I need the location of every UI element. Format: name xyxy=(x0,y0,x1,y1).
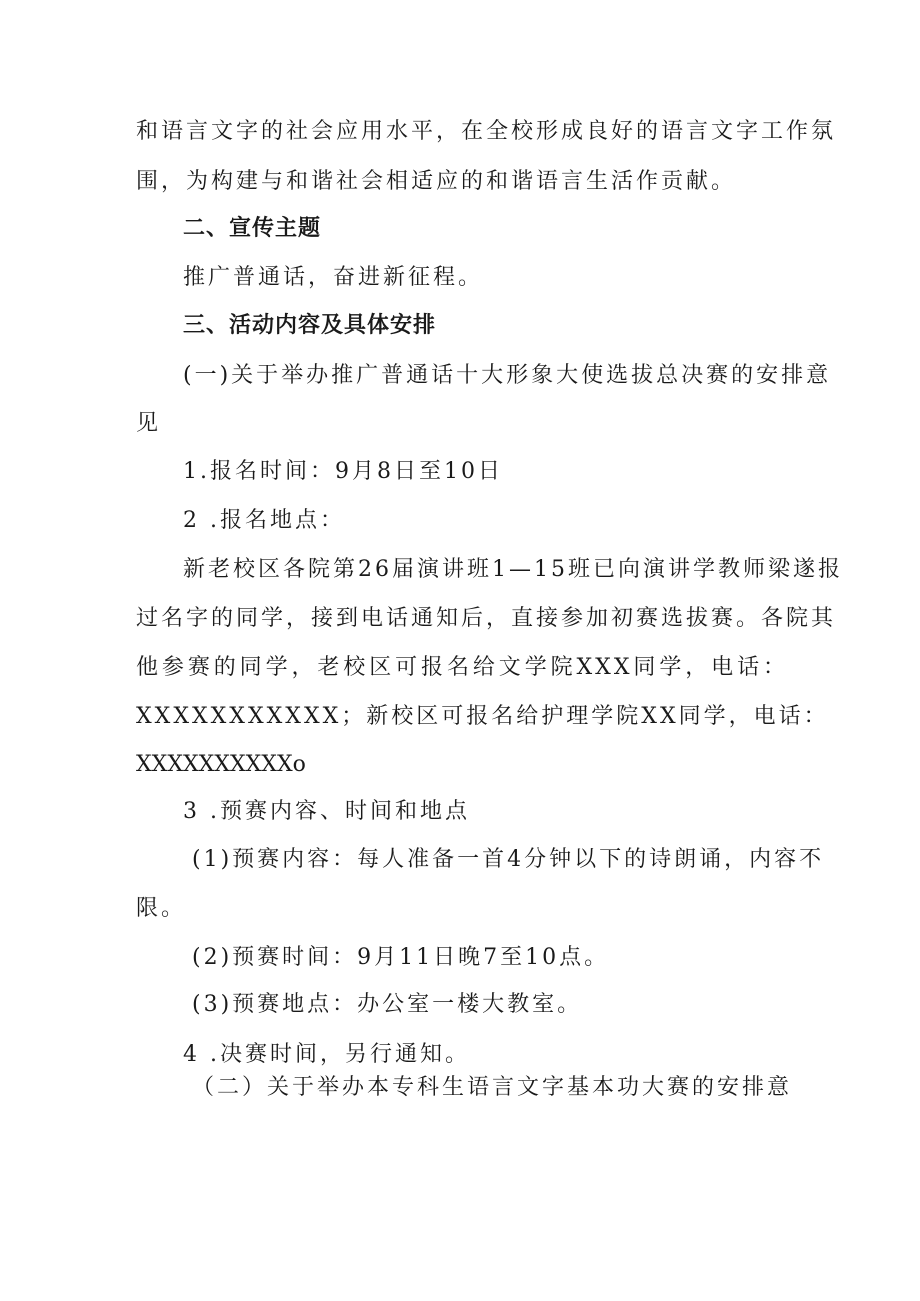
item-3-content-line-1: (1)预赛内容：每人准备一首4分钟以下的诗朗诵，内容不 xyxy=(192,847,825,872)
sub1-title-line-2: 见 xyxy=(136,411,162,436)
item-3-place: (3)预赛地点：办公室一楼大教室。 xyxy=(192,992,583,1017)
sub2-title: （二）关于举办本专科生语言文字基本功大赛的安排意 xyxy=(192,1075,793,1100)
item-4-final-time: 4 .决赛时间，另行通知。 xyxy=(183,1042,470,1067)
item-2-para-line-5: XXXXXXXXXXo xyxy=(136,752,306,777)
item-2-para-line-1: 新老校区各院第26届演讲班1—15班已向演讲学教师梁遂报 xyxy=(183,557,843,582)
item-3-content-line-2: 限。 xyxy=(136,896,187,921)
item-2-para-line-4: XXXXXXXXXXX；新校区可报名给护理学院XX同学，电话： xyxy=(136,704,829,729)
item-2-registration-place: 2 .报名地点： xyxy=(183,508,345,533)
section-3-heading: 三、活动内容及具体安排 xyxy=(183,313,437,338)
item-1-registration-time: 1.报名时间：9月8日至10日 xyxy=(183,459,503,484)
section-2-theme: 推广普通话，奋进新征程。 xyxy=(183,265,484,290)
sub1-title-line-1: (一)关于举办推广普通话十大形象大使选拔总决赛的安排意 xyxy=(183,363,832,388)
section-2-heading: 二、宣传主题 xyxy=(183,216,322,241)
item-2-para-line-2: 过名字的同学，接到电话通知后，直接参加初赛选拔赛。各院其 xyxy=(136,606,837,631)
item-2-para-line-3: 他参赛的同学，老校区可报名给文学院XXX同学，电话： xyxy=(136,655,788,680)
intro-line-2: 围，为构建与和谐社会相适应的和谐语言生活作贡献。 xyxy=(136,169,737,194)
intro-line-1: 和语言文字的社会应用水平，在全校形成良好的语言文字工作氛 xyxy=(136,119,837,144)
item-3-heading: 3 .预赛内容、时间和地点 xyxy=(183,799,470,824)
item-3-time: (2)预赛时间：9月11日晚7至10点。 xyxy=(192,945,610,970)
